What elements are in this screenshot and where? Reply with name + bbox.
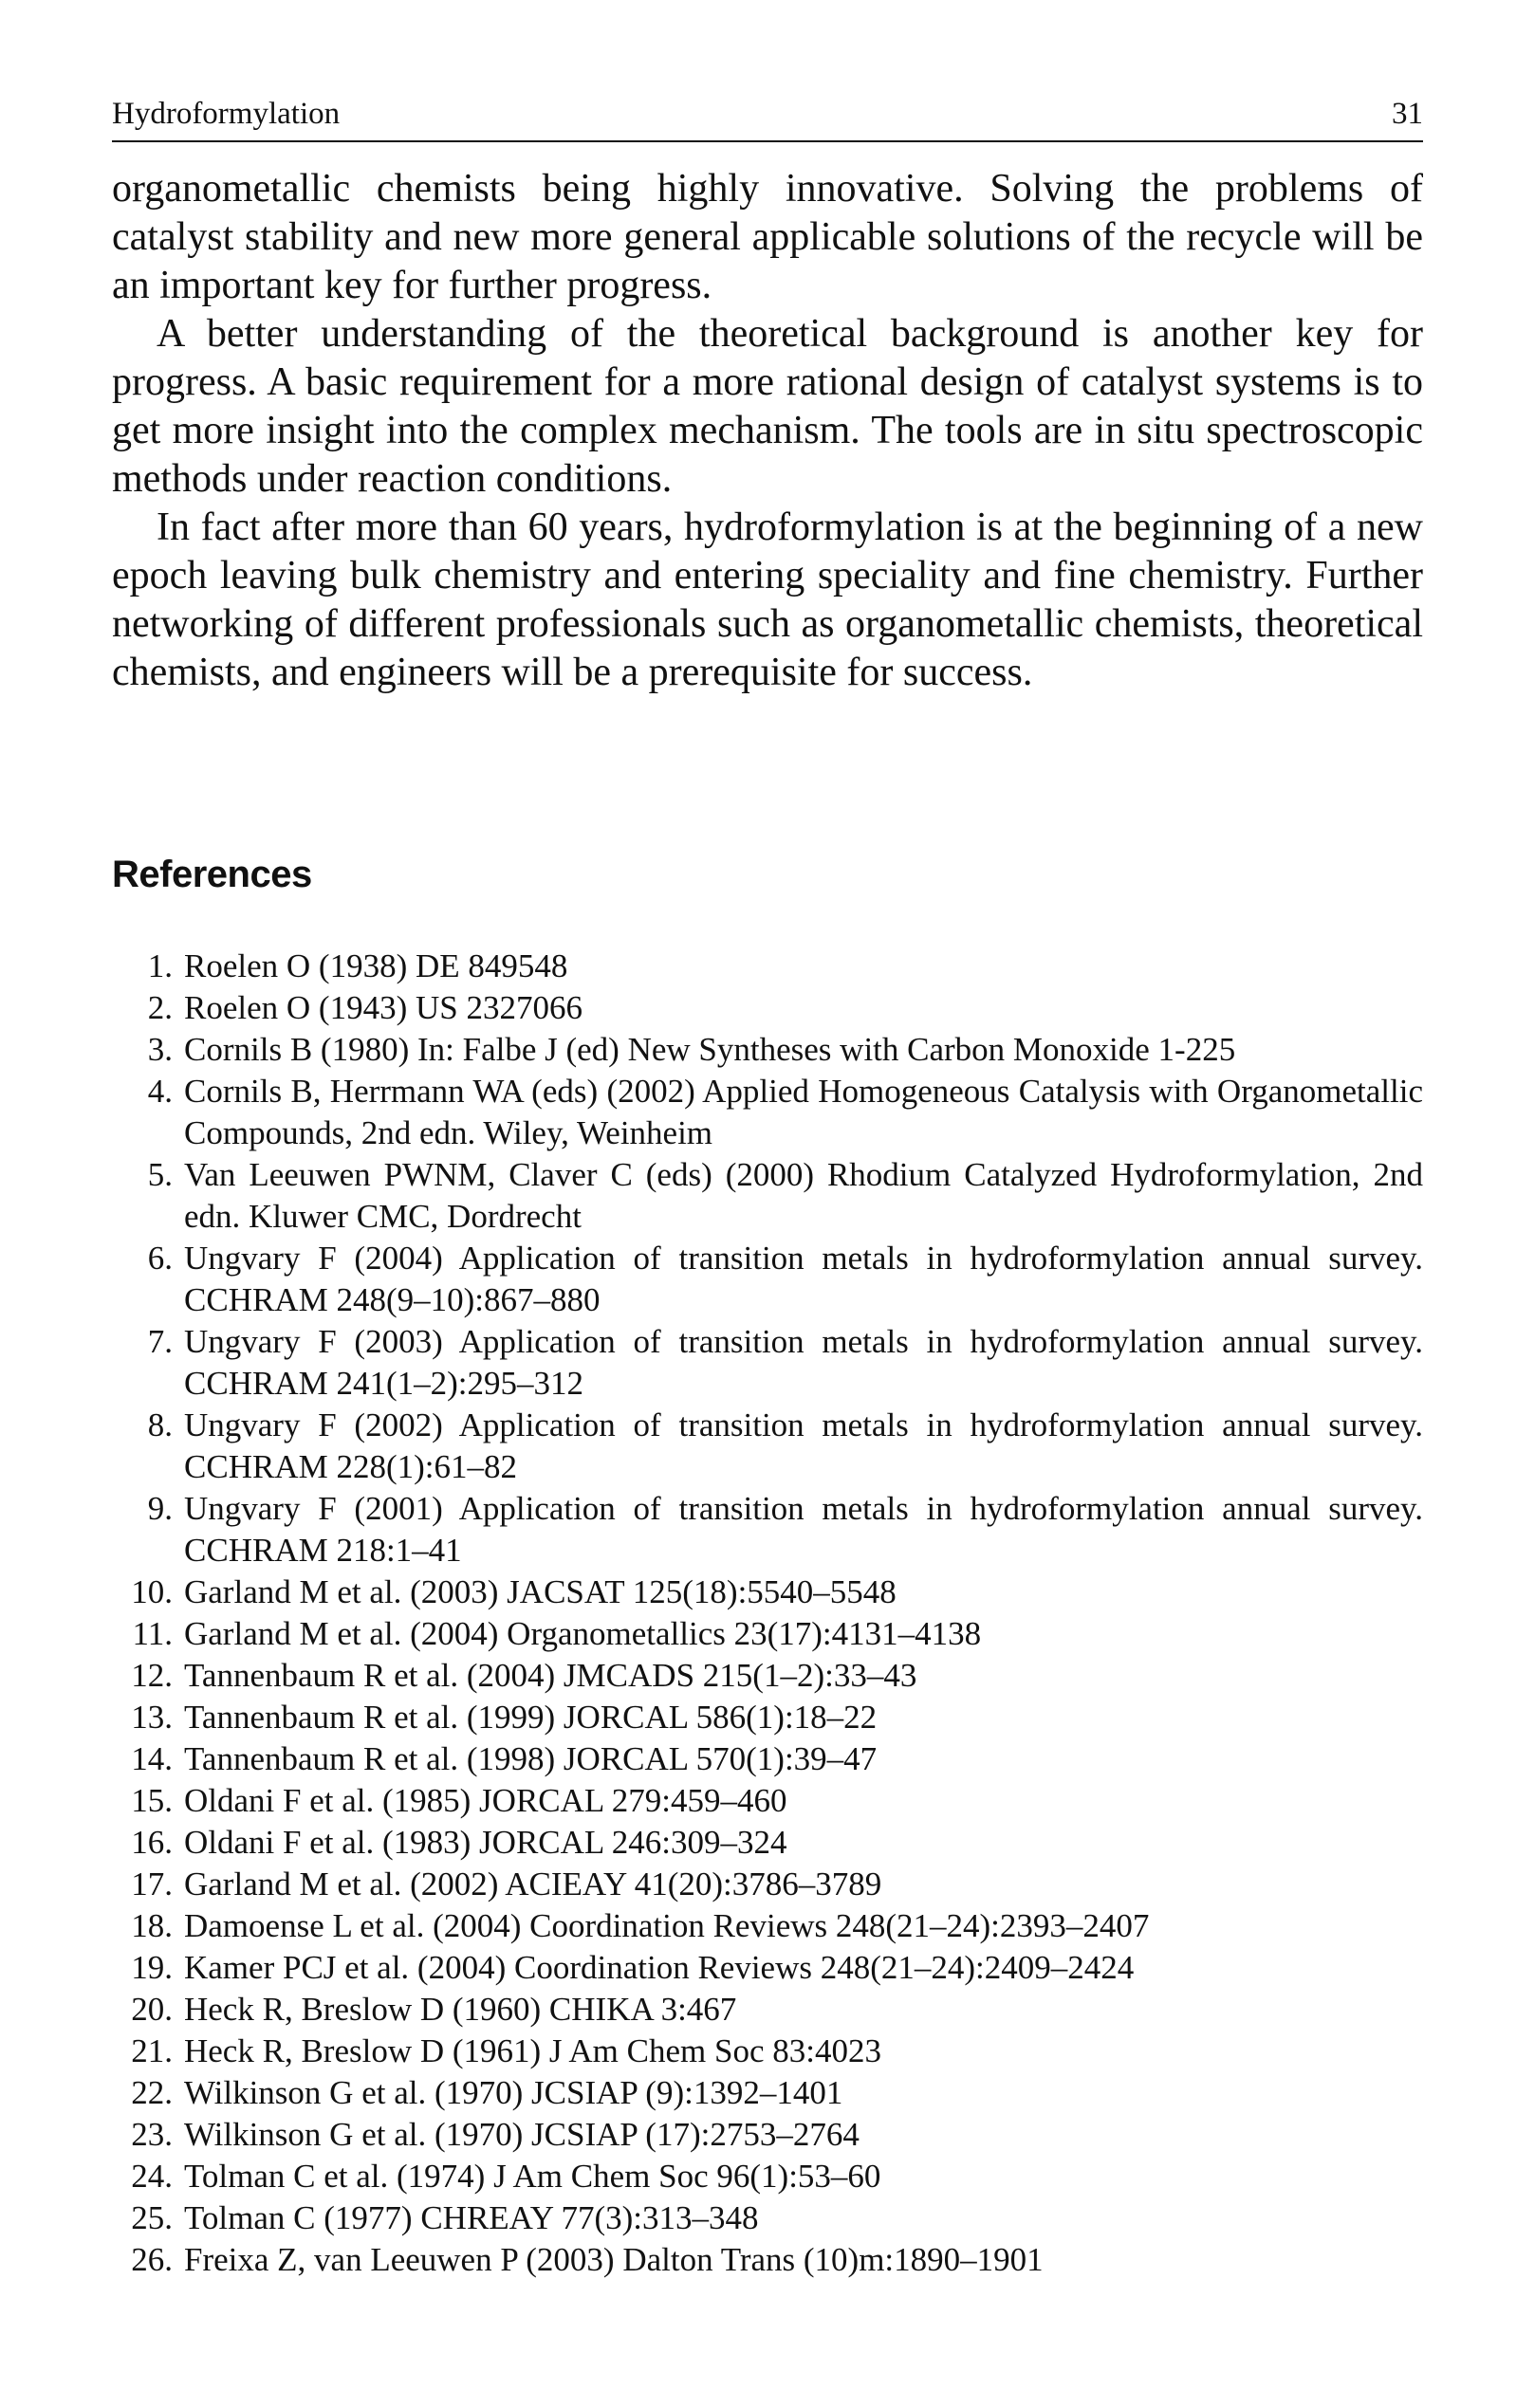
reference-number: 23. [131,2116,173,2153]
reference-item [112,2072,1423,2114]
reference-text: Freixa Z, van Leeuwen P (2003) Dalton Trans (10)m:1890–1901 [184,2241,1044,2278]
reference-number: 6. [147,1240,173,1277]
reference-text: Oldani F et al. (1983) JORCAL 246:309–324 [184,1824,787,1861]
reference-number: 12. [131,1657,173,1694]
reference-item [112,1905,1423,1947]
reference-number: 21. [131,2032,173,2069]
reference-item [112,2239,1423,2281]
running-head [112,95,1423,142]
paragraph-2: A better understanding of the theoretical background is another key for progress. A basic requirement for a more rational design of catalyst systems is to get more insight into the complex mechanism. The tools are in situ spectroscopic methods under reaction conditions. [112,312,1423,501]
reference-number: 25. [131,2199,173,2236]
reference-number: 19. [131,1949,173,1986]
paragraph-1: organometallic chemists being highly innovative. Solving the problems of catalyst stability and new more general applicable solutions of the recycle will be an important key for further progress. [112,167,1423,307]
reference-number: 1. [147,947,173,984]
reference-item [112,946,1423,987]
reference-text: Ungvary F (2002) Application of transition metals in hydroformylation annual survey. CCHRAM 228(1):61–82 [184,1406,1423,1485]
reference-item [112,1864,1423,1905]
reference-item [112,1029,1423,1071]
reference-text: Van Leeuwen PWNM, Claver C (eds) (2000) Rhodium Catalyzed Hydroformylation, 2nd edn. Kluwer CMC, Dordrecht [184,1156,1423,1235]
reference-number: 15. [131,1782,173,1819]
reference-text: Heck R, Breslow D (1960) CHIKA 3:467 [184,1991,737,2028]
reference-number: 4. [147,1073,173,1110]
reference-text: Garland M et al. (2002) ACIEAY 41(20):3786–3789 [184,1866,882,1903]
reference-item [112,1071,1423,1154]
reference-item [112,1697,1423,1738]
reference-item [112,1238,1423,1321]
running-title: Hydroformylation [112,97,341,131]
reference-text: Garland M et al. (2003) JACSAT 125(18):5540–5548 [184,1573,897,1610]
reference-text: Heck R, Breslow D (1961) J Am Chem Soc 83:4023 [184,2032,881,2069]
reference-item [112,1488,1423,1572]
reference-item [112,1572,1423,1613]
reference-item [112,987,1423,1029]
reference-number: 20. [131,1991,173,2028]
page [112,95,1423,2278]
reference-text: Ungvary F (2001) Application of transition metals in hydroformylation annual survey. CCHRAM 218:1–41 [184,1490,1423,1569]
references-list [112,946,1423,2281]
reference-text: Cornils B, Herrmann WA (eds) (2002) Applied Homogeneous Catalysis with Organometallic Compounds, 2nd edn. Wiley, Weinheim [184,1073,1423,1151]
reference-text: Damoense L et al. (2004) Coordination Reviews 248(21–24):2393–2407 [184,1907,1150,1944]
reference-number: 11. [132,1615,173,1652]
paragraph-3: In fact after more than 60 years, hydroformylation is at the beginning of a new epoch leaving bulk chemistry and entering speciality and fine chemistry. Further networking of different professionals such as organometallic chemists, theoretical chemists, and engineers will be a prerequisite for success. [112,505,1423,694]
reference-item [112,1613,1423,1655]
reference-text: Kamer PCJ et al. (2004) Coordination Reviews 248(21–24):2409–2424 [184,1949,1135,1986]
page-number: 31 [1392,97,1423,131]
reference-number: 7. [147,1323,173,1360]
reference-item [112,1405,1423,1488]
reference-text: Wilkinson G et al. (1970) JCSIAP (9):1392–1401 [184,2074,843,2111]
reference-text: Ungvary F (2003) Application of transition metals in hydroformylation annual survey. CCHRAM 241(1–2):295–312 [184,1323,1423,1402]
reference-text: Tannenbaum R et al. (1999) JORCAL 586(1):18–22 [184,1699,878,1736]
reference-item [112,1989,1423,2031]
reference-number: 8. [147,1406,173,1443]
reference-number: 24. [131,2158,173,2195]
reference-text: Cornils B (1980) In: Falbe J (ed) New Syntheses with Carbon Monoxide 1-225 [184,1031,1236,1068]
reference-number: 22. [131,2074,173,2111]
reference-text: Roelen O (1938) DE 849548 [184,947,568,984]
reference-number: 17. [131,1866,173,1903]
reference-number: 18. [131,1907,173,1944]
reference-item [112,2156,1423,2197]
reference-item [112,1321,1423,1405]
reference-text: Tannenbaum R et al. (2004) JMCADS 215(1–2):33–43 [184,1657,917,1694]
reference-item [112,2031,1423,2072]
reference-text: Tannenbaum R et al. (1998) JORCAL 570(1):39–47 [184,1740,878,1777]
reference-number: 3. [147,1031,173,1068]
body-text [112,165,1423,697]
reference-item [112,1655,1423,1697]
reference-number: 26. [131,2241,173,2278]
reference-number: 13. [131,1699,173,1736]
reference-text: Tolman C et al. (1974) J Am Chem Soc 96(1):53–60 [184,2158,881,2195]
reference-number: 16. [131,1824,173,1861]
reference-item [112,1780,1423,1822]
reference-item [112,1947,1423,1989]
reference-text: Ungvary F (2004) Application of transition metals in hydroformylation annual survey. CCHRAM 248(9–10):867–880 [184,1240,1423,1318]
reference-item [112,1154,1423,1238]
reference-item [112,2114,1423,2156]
reference-text: Roelen O (1943) US 2327066 [184,989,583,1026]
reference-number: 14. [131,1740,173,1777]
reference-text: Tolman C (1977) CHREAY 77(3):313–348 [184,2199,759,2236]
reference-number: 9. [147,1490,173,1527]
references-heading: References [112,854,312,895]
reference-number: 2. [147,989,173,1026]
reference-item [112,1822,1423,1864]
reference-number: 10. [131,1573,173,1610]
reference-item [112,2197,1423,2239]
reference-text: Wilkinson G et al. (1970) JCSIAP (17):2753–2764 [184,2116,860,2153]
reference-text: Garland M et al. (2004) Organometallics 23(17):4131–4138 [184,1615,982,1652]
reference-text: Oldani F et al. (1985) JORCAL 279:459–460 [184,1782,787,1819]
reference-item [112,1738,1423,1780]
reference-number: 5. [147,1156,173,1193]
